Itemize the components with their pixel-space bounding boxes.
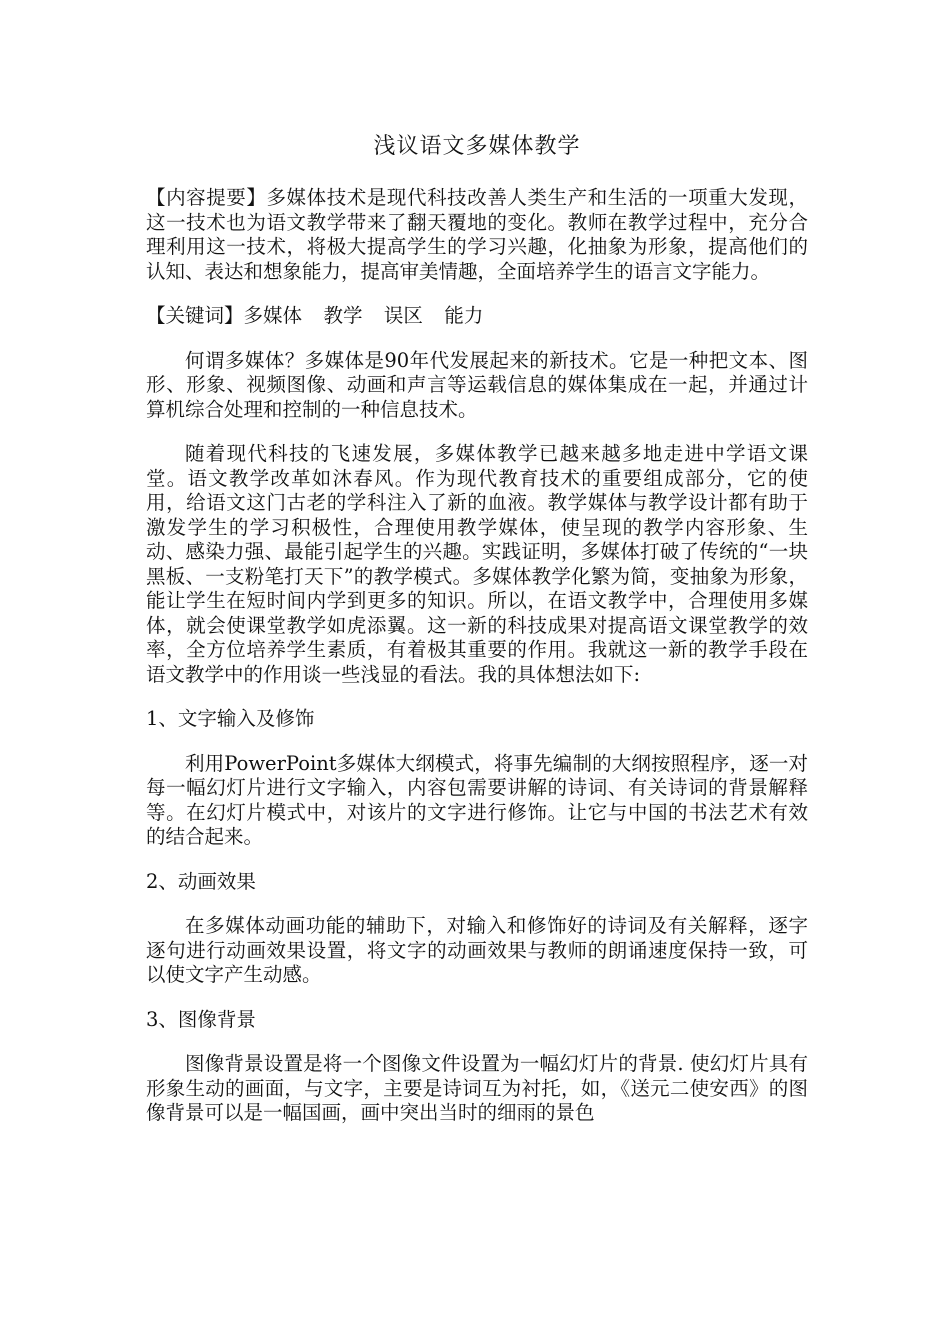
section-heading: 3、图像背景 bbox=[146, 1007, 256, 1031]
keyword: 教学 bbox=[323, 304, 363, 327]
section-heading: 2、动画效果 bbox=[146, 869, 256, 893]
body-paragraph: 何谓多媒体？多媒体是90年代发展起来的新技术。它是一种把文本、图形、形象、视频图像、动画和声言等运载信息的媒体集成在一起，并通过计算机综合处理和控制的一种信息技术。 bbox=[146, 348, 808, 421]
body-paragraph: 随着现代科技的飞速发展，多媒体教学已越来越多地走进中学语文课堂。语文教学改革如沐春风。作为现代教育技术的重要组成部分，它的使用，给语文这门古老的学科注入了新的血液。教学媒体与教学设计都有助于激发学生的学习积极性，合理使用教学媒体，使呈现的教学内容形象、生动、感染力强、最能引起学生的兴趣。实践证明，多媒体打破了传统的“一块黑板、一支粉笔打天下”的教学模式。多媒体教学化繁为简，变抽象为形象，能让学生在短时间内学到更多的知识。所以，在语文教学中，合理使用多媒体，就会使课堂教学如虎添翼。这一新的科技成果对提高语文课堂教学的效率，全方位培养学生素质，有着极其重要的作用。我就这一新的教学手段在语文教学中的作用谈一些浅显的看法。我的具体想法如下: bbox=[146, 442, 808, 686]
section-heading: 1、文字输入及修饰 bbox=[146, 707, 315, 730]
keyword: 多媒体 bbox=[243, 304, 303, 327]
abstract-text: 多媒体技术是现代科技改善人类生产和生活的一项重大发现，这一技术也为语文教学带来了翻天覆地的变化。教师在教学过程中，充分合理利用这一技术，将极大提高学生的学习兴趣，化抽象为形象，提高他们的认知、表达和想象能力，提高审美情趣，全面培养学生的语言文字能力。 bbox=[146, 186, 808, 283]
abstract-paragraph bbox=[146, 186, 808, 284]
keywords-line bbox=[146, 304, 808, 329]
section-body: 利用PowerPoint多媒体大纲模式，将事先编制的大纲按照程序，逐一对每一幅幻灯片进行文字输入，内容包需要讲解的诗词、有关诗词的背景解释等。在幻灯片模式中，对该片的文字进行修饰。让它与中国的书法艺术有效的结合起来。 bbox=[146, 751, 808, 848]
keywords-label: 【关键词】 bbox=[146, 304, 244, 327]
abstract-label: 【内容提要】 bbox=[146, 186, 267, 209]
keyword: 能力 bbox=[444, 304, 484, 327]
section-body: 图像背景设置是将一个图像文件设置为一幅幻灯片的背景. 使幻灯片具有形象生动的画面，与文字，主要是诗词互为衬托，如，《送元二使安西》的图像背景可以是一幅国画，画中突出当时的细雨的景色 bbox=[146, 1052, 808, 1124]
section-body: 在多媒体动画功能的辅助下，对输入和修饰好的诗词及有关解释，逐字逐句进行动画效果设置，将文字的动画效果与教师的朗诵速度保持一致，可以使文字产生动感。 bbox=[146, 914, 808, 986]
keyword: 误区 bbox=[383, 304, 423, 327]
document-title: 浅议语文多媒体教学 bbox=[373, 134, 581, 159]
document-page bbox=[146, 132, 808, 1146]
